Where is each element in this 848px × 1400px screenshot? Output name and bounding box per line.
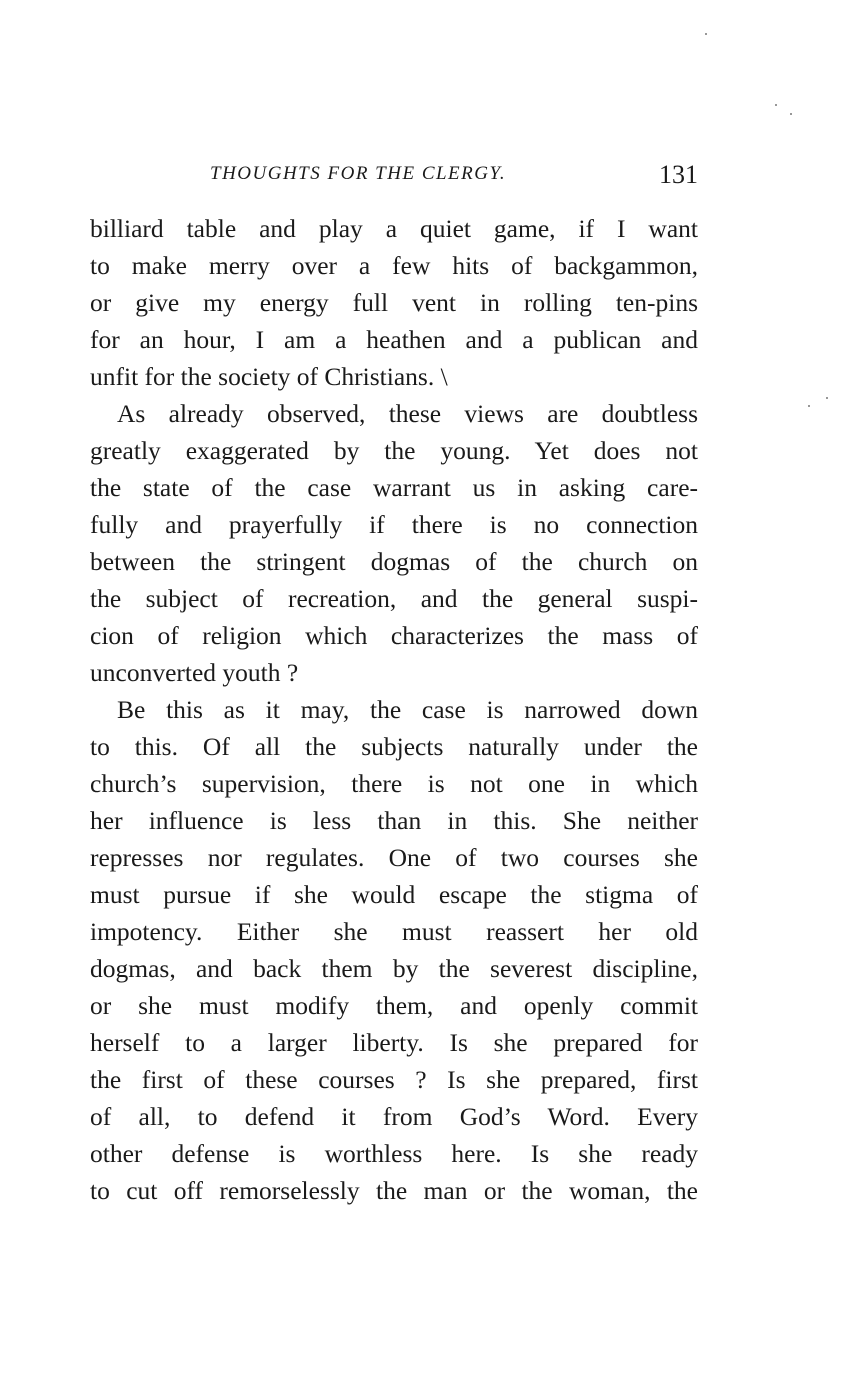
text-line: to cut off remorselessly the man or the woman, the bbox=[90, 1176, 698, 1205]
text-line: or give my energy full vent in rolling ten-pins bbox=[90, 288, 698, 317]
text-line: of all, to defend it from God’s Word. Every bbox=[90, 1102, 698, 1131]
running-title: THOUGHTS FOR THE CLERGY. bbox=[210, 163, 507, 184]
text-line: to this. Of all the subjects naturally under the bbox=[90, 732, 698, 761]
text-line: church’s supervision, there is not one in which bbox=[90, 769, 698, 798]
text-line: for an hour, I am a heathen and a publican and bbox=[90, 325, 698, 354]
text-line: herself to a larger liberty. Is she prepared for bbox=[90, 1028, 698, 1057]
running-head bbox=[90, 160, 698, 192]
text-line: between the stringent dogmas of the church on bbox=[90, 547, 698, 576]
text-line: or she must modify them, and openly commit bbox=[90, 991, 698, 1020]
text-line: greatly exaggerated by the young. Yet does not bbox=[90, 436, 698, 465]
text-line: As already observed, these views are doubtless bbox=[117, 399, 698, 428]
text-line: unfit for the society of Christians. \ bbox=[90, 362, 448, 391]
text-line: dogmas, and back them by the severest discipline, bbox=[90, 954, 698, 983]
text-line: billiard table and play a quiet game, if I want bbox=[90, 214, 698, 243]
text-line: the first of these courses ? Is she prepared, first bbox=[90, 1065, 698, 1094]
body-text bbox=[90, 210, 698, 1209]
text-line: cion of religion which characterizes the mass of bbox=[90, 621, 698, 650]
paragraph bbox=[90, 210, 698, 395]
scan-speck bbox=[808, 405, 810, 407]
page-number: 131 bbox=[659, 160, 698, 189]
scan-speck bbox=[705, 33, 707, 35]
paragraph bbox=[90, 395, 698, 691]
text-line: impotency. Either she must reassert her old bbox=[90, 917, 698, 946]
scan-speck bbox=[775, 104, 777, 106]
text-line: other defense is worthless here. Is she ready bbox=[90, 1139, 698, 1168]
text-line: represses nor regulates. One of two courses she bbox=[90, 843, 698, 872]
text-line: fully and prayerfully if there is no connection bbox=[90, 510, 698, 539]
text-line: must pursue if she would escape the stigma of bbox=[90, 880, 698, 909]
text-line: unconverted youth ? bbox=[90, 658, 299, 687]
paragraph bbox=[90, 691, 698, 1209]
scan-speck bbox=[826, 397, 828, 399]
scan-speck bbox=[790, 113, 792, 115]
text-line: Be this as it may, the case is narrowed down bbox=[117, 695, 698, 724]
text-line: the subject of recreation, and the general suspi- bbox=[90, 584, 698, 613]
text-line: to make merry over a few hits of backgammon, bbox=[90, 251, 698, 280]
text-line: the state of the case warrant us in asking care- bbox=[90, 473, 698, 502]
text-line: her influence is less than in this. She neither bbox=[90, 806, 698, 835]
